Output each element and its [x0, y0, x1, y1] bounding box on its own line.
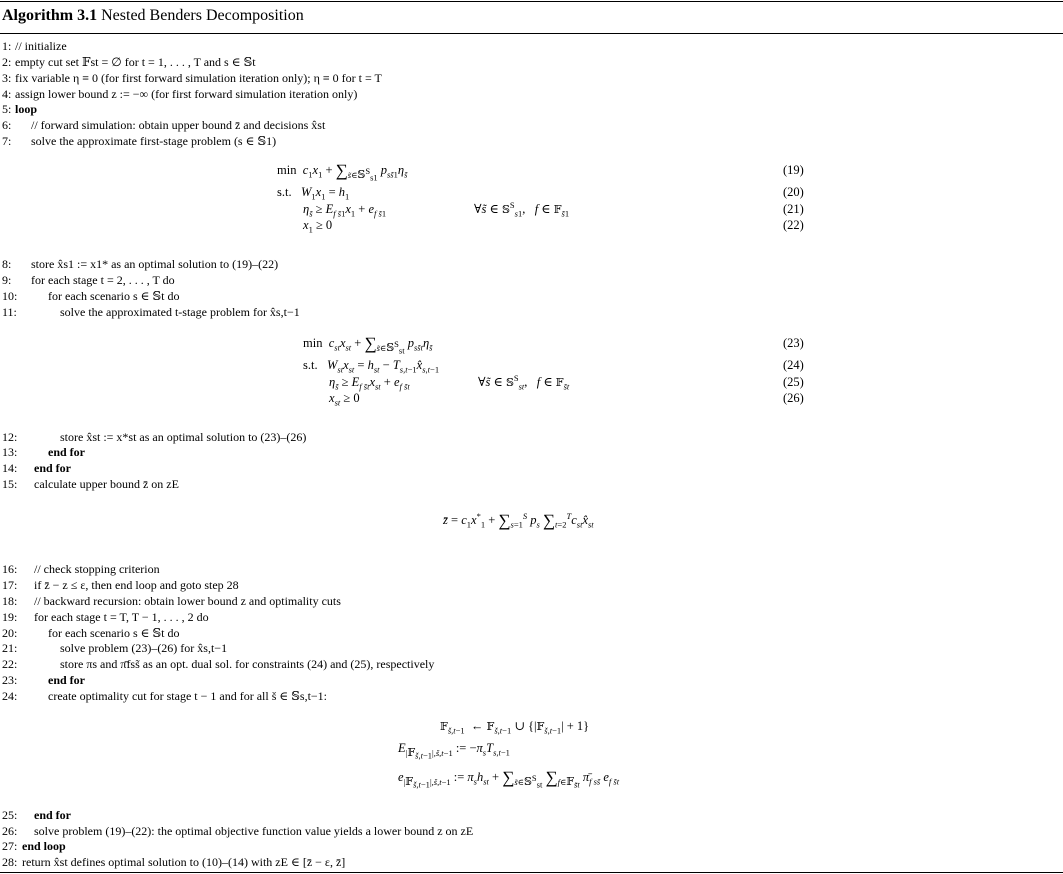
step-number: 7:: [2, 134, 12, 148]
equation-number: (20): [783, 185, 804, 199]
title-rule: [0, 33, 1063, 34]
equation-number: (25): [783, 375, 804, 389]
equation-21-condition: ∀s̃ ∈ 𝕊$^S_{s1}$, f ∈ 𝔽$_{s̃1}$: [474, 199, 570, 219]
step-number: 21:: [2, 641, 18, 655]
step-13: end for: [48, 445, 85, 459]
step-19: for each stage t = T, T − 1, . . . , 2 do: [34, 610, 209, 624]
step-7: solve the approximate first-stage problem (s ∈ 𝕊1): [31, 134, 277, 148]
equation-19-body: $\min c_1x_1 + \sum_{s̃\in 𝕊^S_{s1}}$ $p_{ss̃1}\eta_{s̃}$: [277, 161, 408, 183]
step-number: 27:: [2, 839, 18, 853]
cut-equation-set: 𝔽$_{š,t-1}$ ← 𝔽$_{š,t-1}$ ∪ {|𝔽$_{š,t-1}$| + 1}: [440, 719, 590, 736]
step-number: 14:: [2, 461, 18, 475]
step-17: if z̄ − z ≤ ε, then end loop and goto step 28: [34, 578, 239, 592]
step-number: 11:: [2, 305, 17, 319]
step-number: 2:: [2, 55, 12, 69]
step-number: 22:: [2, 657, 18, 671]
step-15: calculate upper bound z̄ on zE: [34, 477, 179, 491]
step-number: 1:: [2, 39, 12, 53]
step-11: solve the approximated t-stage problem for x̂s,t−1: [60, 305, 300, 319]
step-number: 15:: [2, 477, 18, 491]
step-number: 26:: [2, 824, 18, 838]
step-14: end for: [34, 461, 71, 475]
step-number: 4:: [2, 87, 12, 101]
equation-number: (24): [783, 358, 804, 372]
step-number: 10:: [2, 289, 18, 303]
step-6: // forward simulation: obtain upper bound z̄ and decisions x̂st: [31, 118, 326, 132]
step-number: 6:: [2, 118, 12, 132]
step-number: 9:: [2, 273, 12, 287]
step-20: for each scenario s ∈ 𝕊t do: [48, 626, 180, 640]
step-number: 23:: [2, 673, 18, 687]
step-number: 13:: [2, 445, 18, 459]
step-25: end for: [34, 808, 71, 822]
equation-number: (22): [783, 218, 804, 232]
equation-20-body: s.t. $W_1x_1 = h_1$: [277, 185, 350, 202]
equation-number: (21): [783, 202, 804, 216]
step-number: 5:: [2, 102, 12, 116]
step-8: store x̂s1 := x1* as an optimal solution to (19)–(22): [31, 257, 279, 271]
step-2: empty cut set 𝔽st = ∅ for t = 1, . . . , T and s ∈ 𝕊t: [15, 55, 256, 69]
equation-21-body: $\eta_{s̃} \ge E_{f s̃1}x_1 + e_{f s̃1}$: [303, 202, 387, 219]
step-number: 24:: [2, 689, 18, 703]
step-26: solve problem (19)–(22): the optimal objective function value yields a lower bound z on zE: [34, 824, 474, 838]
step-22: store πs and π̄fss̃ as an opt. dual sol. for constraints (24) and (25), respectively: [60, 657, 435, 671]
step-9: for each stage t = 2, . . . , T do: [31, 273, 175, 287]
upper-bound-equation: z̄ = $c_1x^*_1 + \sum_{s=1}^S$ $p_s$ $\sum_{t=2}^Tc_{st}x̂_{st}$: [443, 510, 594, 530]
step-18: // backward recursion: obtain lower bound z and optimality cuts: [34, 594, 341, 608]
equation-number: (23): [783, 336, 804, 350]
step-number: 16:: [2, 562, 18, 576]
step-10: for each scenario s ∈ 𝕊t do: [48, 289, 180, 303]
step-28: return x̂st defines optimal solution to (10)–(14) with zE ∈ [z̄ − ε, z̄]: [22, 855, 346, 869]
step-16: // check stopping criterion: [34, 562, 160, 576]
equation-23-body: $\min c_{st}x_{st} + \sum_{s̃\in 𝕊^S_{st}}$ $p_{ss̃t}\eta_{s̃}$: [303, 334, 433, 356]
step-number: 28:: [2, 855, 18, 869]
step-27: end loop: [22, 839, 66, 853]
cut-equation-e: $e_{|𝔽_{š,t-1}|,š,t-1}$ := $\pi_sh_{st} + \sum_{s̃\in 𝕊^S_{st}}$ $\sum_{f\in 𝔽_{s̃t}}$ $\pī_{f ss̃}$ $e_{f s̃t}$: [398, 768, 620, 790]
step-number: 20:: [2, 626, 18, 640]
step-5: loop: [15, 102, 38, 116]
step-1: // initialize: [15, 39, 67, 53]
equation-24-body: s.t. $W_{st}x_{st} = h_{st}$ − $T_{s,t-1}x̂_{s,t-1}$: [303, 358, 440, 375]
algorithm-title: Algorithm 3.1 Nested Benders Decomposition: [2, 7, 304, 24]
step-4: assign lower bound z := −∞ (for first forward simulation iteration only): [15, 87, 358, 101]
equation-22-body: $x_1 \ge 0$: [303, 218, 333, 235]
step-21: solve problem (23)–(26) for x̂s,t−1: [60, 641, 228, 655]
step-number: 18:: [2, 594, 18, 608]
bottom-rule: [0, 872, 1063, 873]
step-number: 25:: [2, 808, 18, 822]
step-number: 8:: [2, 257, 12, 271]
equation-26-body: $x_{st} \ge 0$: [329, 391, 360, 408]
equation-number: (19): [783, 163, 804, 177]
step-number: 17:: [2, 578, 18, 592]
step-23: end for: [48, 673, 85, 687]
cut-equation-E: $E_{|𝔽_{š,t-1}|,š,t-1}$ := $-\pi_sT_{s,t-1}$: [398, 741, 510, 761]
step-number: 12:: [2, 430, 18, 444]
step-12: store x̂st := x*st as an optimal solution to (23)–(26): [60, 430, 307, 444]
equation-25-condition: ∀s̃ ∈ 𝕊$^S_{st}$, f ∈ 𝔽$_{s̃t}$: [478, 372, 570, 392]
step-3: fix variable η ≡ 0 (for first forward simulation iteration only); η ≡ 0 for t = T: [15, 71, 382, 85]
step-24: create optimality cut for stage t − 1 and for all š ∈ 𝕊s,t−1:: [48, 689, 328, 703]
step-number: 19:: [2, 610, 18, 624]
equation-number: (26): [783, 391, 804, 405]
equation-25-body: $\eta_{s̃} \ge E_{f s̃t}x_{st} + e_{f s̃t}$: [329, 375, 410, 392]
top-rule: [0, 1, 1063, 2]
step-number: 3:: [2, 71, 12, 85]
